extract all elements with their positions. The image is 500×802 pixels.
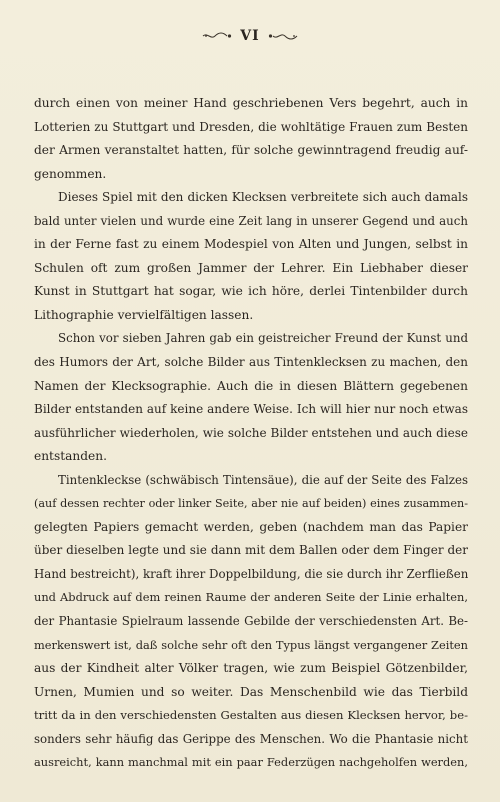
text-line: der Armen veranstaltet hatten, für solche gewinntragend freudig auf- (34, 143, 468, 158)
text-line: (auf dessen rechter oder linker Seite, aber nie auf beiden) eines zusammen- (34, 497, 468, 511)
text-line: Urnen, Mumien und so weiter. Das Menschenbild wie das Tierbild (34, 684, 468, 699)
text-line: Lotterien zu Stuttgart und Dresden, die wohltätige Frauen zum Besten (34, 119, 468, 134)
text-line: genommen. (34, 166, 107, 181)
text-line: bald unter vielen und wurde eine Zeit lang in unserer Gegend und auch (34, 213, 468, 228)
body-text (34, 92, 468, 775)
text-line: sonders sehr häufig das Gerippe des Menschen. Wo die Phantasie nicht (34, 731, 468, 746)
text-line: in der Ferne fast zu einem Modespiel von Alten und Jungen, selbst in (34, 237, 468, 252)
page-number: VI (240, 28, 260, 44)
text-line: und Abdruck auf dem reinen Raume der anderen Seite der Linie erhalten, (34, 590, 468, 605)
text-line: Schon vor sieben Jahren gab ein geistreicher Freund der Kunst und (58, 331, 468, 346)
text-line: Hand bestreicht), kraft ihrer Doppelbildung, die sie durch ihr Zerfließen (34, 566, 468, 581)
text-line: ausführlicher wiederholen, wie solche Bilder entstehen und auch diese (34, 425, 468, 440)
ornament-left-icon (202, 31, 232, 41)
text-line: gelegten Papiers gemacht werden, geben (nachdem man das Papier (34, 519, 468, 534)
text-line: Tintenkleckse (schwäbisch Tintensäue), die auf der Seite des Falzes (58, 472, 468, 487)
text-line: Bilder entstanden auf keine andere Weise. Ich will hier nur noch etwas (34, 402, 468, 417)
text-line: merkenswert ist, daß solche sehr oft den Typus längst vergangener Zeiten (34, 637, 468, 652)
text-line: Namen der Klecksographie. Auch die in diesen Blättern gegebenen (34, 378, 468, 393)
text-line: Kunst in Stuttgart hat sogar, wie ich höre, derlei Tintenbilder durch (34, 284, 468, 299)
text-line: Schulen oft zum großen Jammer der Lehrer. Ein Liebhaber dieser (34, 260, 468, 275)
text-line: aus der Kindheit alter Völker tragen, wie zum Beispiel Götzenbilder, (34, 661, 468, 676)
text-line: der Phantasie Spielraum lassende Gebilde der verschiedensten Art. Be- (34, 614, 468, 629)
text-line: des Humors der Art, solche Bilder aus Tintenklecksen zu machen, den (34, 355, 468, 370)
text-line: ausreicht, kann manchmal mit ein paar Federzügen nachgeholfen werden, (34, 755, 468, 770)
text-line: über dieselben legte und sie dann mit dem Ballen oder dem Finger der (34, 543, 468, 558)
text-line: durch einen von meiner Hand geschriebenen Vers begehrt, auch in (34, 96, 468, 110)
ornament-right-icon (268, 31, 298, 41)
text-line: tritt da in den verschiedensten Gestalten aus diesen Klecksen hervor, be- (34, 708, 468, 723)
page-header (0, 28, 500, 44)
text-line: entstanden. (34, 449, 107, 464)
text-line: Dieses Spiel mit den dicken Klecksen verbreitete sich auch damals (58, 190, 468, 205)
text-line: Lithographie vervielfältigen lassen. (34, 307, 254, 322)
